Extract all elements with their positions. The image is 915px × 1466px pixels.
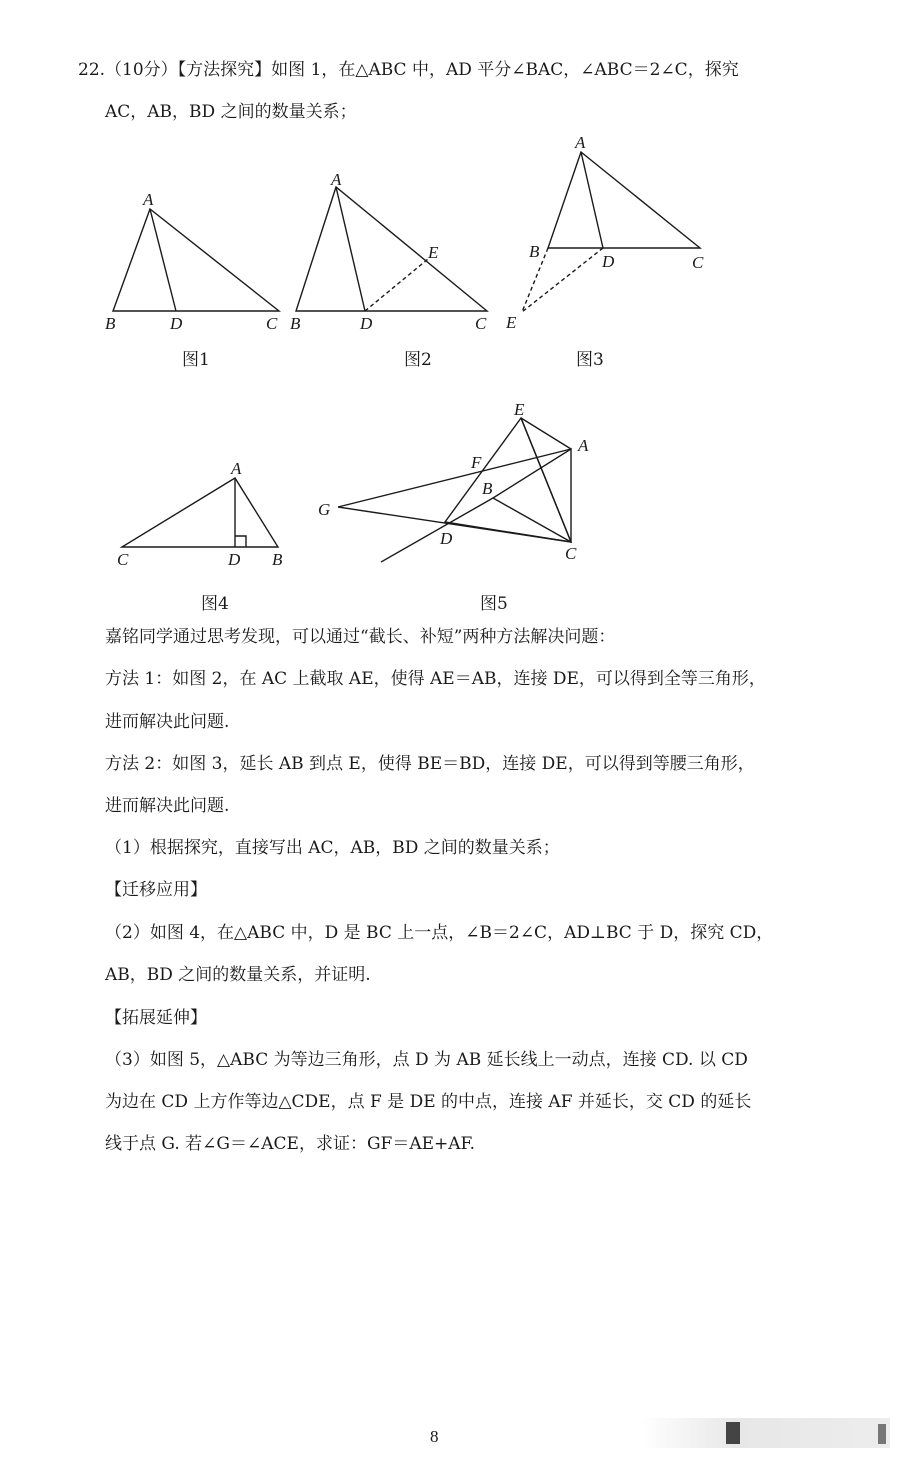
method2-line1: 方法 2：如图 3，延长 AB 到点 E，使得 BE＝BD，连接 DE，可以得到等腰三角形， (105, 754, 755, 774)
section2-title: 【迁移应用】 (105, 880, 207, 900)
fig5-caption: 图5 (480, 594, 508, 614)
fig2-label-a: A (331, 170, 342, 189)
method2-line2: 进而解决此问题. (105, 796, 230, 816)
figure-1-diagram (113, 209, 279, 311)
part3-line1: （3）如图 5，△ABC 为等边三角形，点 D 为 AB 延长线上一动点，连接 CD. 以 CD (105, 1050, 748, 1070)
fig3-label-b: B (529, 242, 540, 261)
fig2-label-b: B (290, 314, 301, 333)
part3-line2: 为边在 CD 上方作等边△CDE，点 F 是 DE 的中点，连接 AF 并延长，交 CD 的延长 (105, 1092, 752, 1112)
part3-line3: 线于点 G. 若∠G＝∠ACE，求证：GF＝AE+AF. (105, 1134, 476, 1154)
fig2-label-d: D (360, 314, 373, 333)
fig5-label-e: E (514, 400, 525, 419)
figure-5-diagram (338, 418, 571, 562)
figure-2-diagram (296, 187, 487, 311)
fig5-label-c: C (565, 544, 577, 563)
fig4-label-a: A (231, 459, 242, 478)
fig1-caption: 图1 (182, 350, 210, 370)
question-header-cont: AC，AB，BD 之间的数量关系； (105, 102, 357, 122)
figure-4-diagram (122, 478, 278, 547)
fig2-label-e: E (428, 243, 439, 262)
fig4-label-d: D (228, 550, 241, 569)
part1-text: （1）根据探究，直接写出 AC，AB，BD 之间的数量关系； (105, 838, 560, 858)
footer-mark-end (878, 1424, 886, 1444)
discovery-text: 嘉铭同学通过思考发现，可以通过“截长、补短”两种方法解决问题： (105, 627, 616, 647)
fig3-label-e: E (506, 313, 517, 332)
fig1-label-b: B (105, 314, 116, 333)
fig4-label-b: B (272, 550, 283, 569)
fig1-label-a: A (143, 190, 154, 209)
page-number: 8 (430, 1427, 439, 1446)
fig4-label-c: C (117, 550, 129, 569)
fig3-label-d: D (602, 252, 615, 271)
fig5-label-g: G (318, 500, 331, 519)
question-header: 22.（10分）【方法探究】如图 1，在△ABC 中，AD 平分∠BAC，∠ABC＝2∠C，探究 (78, 60, 739, 80)
figure-3-diagram (522, 152, 700, 312)
fig1-label-c: C (266, 314, 278, 333)
part2-line2: AB，BD 之间的数量关系，并证明. (105, 965, 371, 985)
method1-line2: 进而解决此问题. (105, 712, 230, 732)
fig2-caption: 图2 (404, 350, 432, 370)
footer-watermark-bar (640, 1418, 890, 1448)
fig4-caption: 图4 (201, 594, 229, 614)
fig5-label-a: A (578, 436, 589, 455)
fig5-label-b: B (482, 479, 493, 498)
part2-line1: （2）如图 4，在△ABC 中，D 是 BC 上一点，∠B＝2∠C，AD⊥BC 于 D，探究 CD， (105, 923, 774, 943)
section3-title: 【拓展延伸】 (105, 1008, 207, 1028)
fig3-label-a: A (575, 133, 586, 152)
fig5-label-d: D (440, 529, 453, 548)
figures-svg (0, 0, 915, 620)
fig5-label-f: F (471, 453, 482, 472)
fig2-label-c: C (475, 314, 487, 333)
fig3-caption: 图3 (576, 350, 604, 370)
fig1-label-d: D (170, 314, 183, 333)
footer-mark (726, 1422, 740, 1444)
method1-line1: 方法 1：如图 2，在 AC 上截取 AE，使得 AE＝AB，连接 DE，可以得到全等三角形， (105, 669, 766, 689)
fig3-label-c: C (692, 253, 704, 272)
